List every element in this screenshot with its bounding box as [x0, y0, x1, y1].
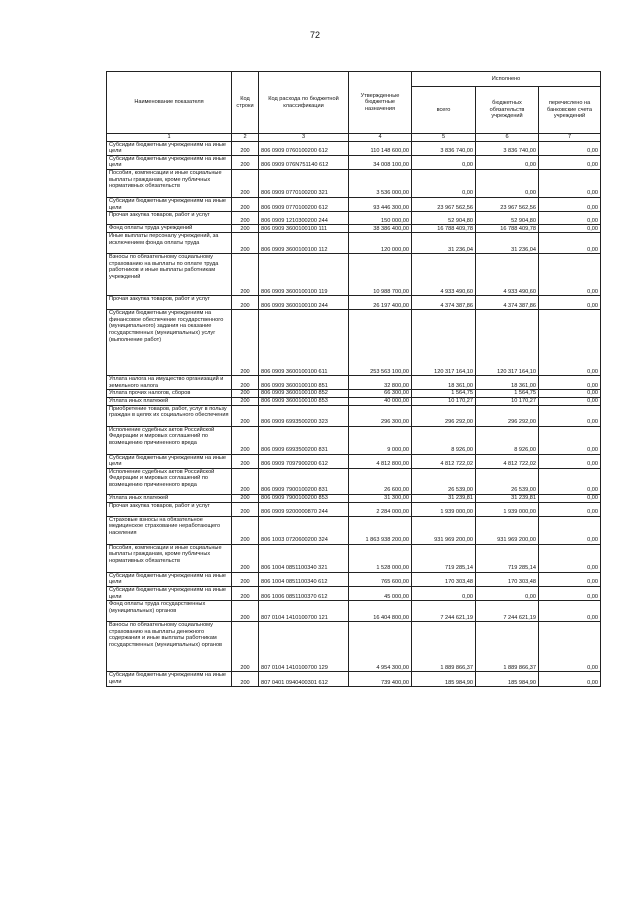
row-executed-total: 16 788 409,78 — [412, 225, 476, 233]
row-executed-obligations: 26 539,00 — [476, 468, 539, 494]
row-executed-total: 7 244 621,19 — [412, 601, 476, 622]
row-executed-obligations: 23 967 562,56 — [476, 197, 539, 211]
row-executed-obligations: 7 244 621,19 — [476, 601, 539, 622]
row-executed-transferred: 0,00 — [539, 454, 601, 468]
row-approved: 26 600,00 — [349, 468, 412, 494]
header-total: всего — [412, 87, 476, 134]
header-budget-obligations: бюджетных обязательств учреждений — [476, 87, 539, 134]
row-approved: 739 400,00 — [349, 672, 412, 687]
row-executed-total: 931 969 200,00 — [412, 516, 476, 544]
row-budget-code: 806 0909 3600100100 851 — [259, 376, 349, 390]
row-executed-obligations: 1 939 000,00 — [476, 502, 539, 516]
row-executed-total: 3 836 740,00 — [412, 141, 476, 155]
row-line-code: 200 — [232, 468, 259, 494]
row-name: Исполнение судебных актов Российской Федерации и мировых соглашений по возмещению причиненного вреда — [107, 426, 232, 454]
table-row — [107, 397, 601, 405]
row-name: Пособия, компенсации и иные социальные выплаты гражданам, кроме публичных нормативных обязательств — [107, 169, 232, 197]
row-line-code: 200 — [232, 572, 259, 586]
row-approved: 2 284 000,00 — [349, 502, 412, 516]
table-row — [107, 296, 601, 310]
row-name: Исполнение судебных актов Российской Федерации и мировых соглашений по возмещению причиненного вреда — [107, 468, 232, 494]
row-approved: 253 563 100,00 — [349, 310, 412, 376]
row-name: Уплата иных платежей — [107, 494, 232, 502]
table-row — [107, 405, 601, 426]
row-approved: 34 008 100,00 — [349, 155, 412, 169]
row-executed-obligations: 8 926,00 — [476, 426, 539, 454]
row-executed-total: 120 317 164,10 — [412, 310, 476, 376]
row-executed-transferred: 0,00 — [539, 426, 601, 454]
column-number: 7 — [539, 134, 601, 142]
row-executed-transferred: 0,00 — [539, 376, 601, 390]
row-executed-total: 4 812 722,02 — [412, 454, 476, 468]
row-name: Фонд оплаты труда государственных (муниципальных) органов — [107, 601, 232, 622]
row-name: Прочая закупка товаров, работ и услуг — [107, 502, 232, 516]
column-number: 6 — [476, 134, 539, 142]
row-executed-total: 52 904,80 — [412, 212, 476, 225]
table-row — [107, 516, 601, 544]
row-name: Прочая закупка товаров, работ и услуг — [107, 212, 232, 225]
row-approved: 38 386 400,00 — [349, 225, 412, 233]
row-executed-obligations: 170 303,48 — [476, 572, 539, 586]
column-number: 4 — [349, 134, 412, 142]
row-approved: 4 812 800,00 — [349, 454, 412, 468]
row-executed-obligations: 1 564,75 — [476, 390, 539, 398]
row-line-code: 200 — [232, 454, 259, 468]
row-executed-obligations: 185 984,90 — [476, 672, 539, 687]
row-budget-code: 806 1003 0720600200 324 — [259, 516, 349, 544]
row-executed-total: 31 239,81 — [412, 494, 476, 502]
table-row — [107, 233, 601, 254]
row-approved: 4 954 300,00 — [349, 622, 412, 672]
row-executed-transferred: 0,00 — [539, 622, 601, 672]
row-executed-transferred: 0,00 — [539, 502, 601, 516]
table-row — [107, 169, 601, 197]
row-executed-total: 31 236,04 — [412, 233, 476, 254]
header-name: Наименование показателя — [107, 72, 232, 134]
row-budget-code: 807 0401 0940400301 612 — [259, 672, 349, 687]
row-executed-obligations: 3 836 740,00 — [476, 141, 539, 155]
row-executed-total: 1 564,75 — [412, 390, 476, 398]
table-row — [107, 572, 601, 586]
row-name: Субсидии бюджетным учреждениям на иные цели — [107, 586, 232, 600]
row-line-code: 200 — [232, 426, 259, 454]
table-row — [107, 426, 601, 454]
row-line-code: 200 — [232, 155, 259, 169]
row-budget-code: 806 0909 3600100100 852 — [259, 390, 349, 398]
row-line-code: 200 — [232, 233, 259, 254]
row-executed-transferred: 0,00 — [539, 233, 601, 254]
column-number: 1 — [107, 134, 232, 142]
row-executed-obligations: 0,00 — [476, 586, 539, 600]
row-name: Взносы по обязательному социальному страхованию на выплаты денежного содержания и иные выплаты работникам государственных (муниципальных) органов — [107, 622, 232, 672]
row-executed-obligations: 4 812 722,02 — [476, 454, 539, 468]
row-executed-transferred: 0,00 — [539, 468, 601, 494]
table-row — [107, 601, 601, 622]
row-executed-transferred: 0,00 — [539, 169, 601, 197]
row-executed-transferred: 0,00 — [539, 405, 601, 426]
row-executed-obligations: 0,00 — [476, 169, 539, 197]
row-approved: 45 000,00 — [349, 586, 412, 600]
row-approved: 10 988 700,00 — [349, 254, 412, 296]
table-row — [107, 468, 601, 494]
row-budget-code: 806 1004 0851100340 612 — [259, 572, 349, 586]
row-name: Взносы по обязательному социальному страхованию на выплаты по оплате труда работников и иные выплаты работникам учреждений — [107, 254, 232, 296]
table-row — [107, 225, 601, 233]
row-line-code: 200 — [232, 212, 259, 225]
row-budget-code: 806 0909 3600100100 244 — [259, 296, 349, 310]
row-name: Субсидии бюджетным учреждениям на иные цели — [107, 572, 232, 586]
row-budget-code: 806 0909 9200000870 244 — [259, 502, 349, 516]
row-executed-total: 170 303,48 — [412, 572, 476, 586]
row-line-code: 200 — [232, 672, 259, 687]
row-name: Приобретение товаров, работ, услуг в пользу граждан в целях их социального обеспечения — [107, 405, 232, 426]
row-approved: 150 000,00 — [349, 212, 412, 225]
row-executed-transferred: 0,00 — [539, 586, 601, 600]
header-line-code: Код строки — [232, 72, 259, 134]
row-executed-total: 296 292,00 — [412, 405, 476, 426]
row-executed-obligations: 120 317 164,10 — [476, 310, 539, 376]
row-line-code: 200 — [232, 502, 259, 516]
row-name: Субсидии бюджетным учреждениям на финансовое обеспечение государственного (муниципального) задания на оказание государственных (муниципальных) услуг (выполнение работ) — [107, 310, 232, 376]
row-budget-code: 806 0909 7900100200 831 — [259, 468, 349, 494]
header-approved: Утвержденные бюджетные назначения — [349, 72, 412, 134]
column-number-row — [107, 134, 601, 142]
row-executed-transferred: 0,00 — [539, 310, 601, 376]
row-approved: 40 000,00 — [349, 397, 412, 405]
row-budget-code: 806 0909 3600100100 112 — [259, 233, 349, 254]
row-budget-code: 806 0909 1210300200 244 — [259, 212, 349, 225]
row-line-code: 200 — [232, 141, 259, 155]
table-row — [107, 544, 601, 572]
row-approved: 296 300,00 — [349, 405, 412, 426]
row-executed-obligations: 10 170,27 — [476, 397, 539, 405]
row-line-code: 200 — [232, 390, 259, 398]
row-line-code: 200 — [232, 544, 259, 572]
row-executed-total: 719 285,14 — [412, 544, 476, 572]
row-approved: 32 800,00 — [349, 376, 412, 390]
header-transferred: перечислено на банковские счета учреждений — [539, 87, 601, 134]
row-name: Субсидии бюджетным учреждениям на иные цели — [107, 672, 232, 687]
row-name: Страховые взносы на обязательное медицинское страхование неработающего населения — [107, 516, 232, 544]
row-executed-transferred: 0,00 — [539, 212, 601, 225]
row-executed-obligations: 1 889 866,37 — [476, 622, 539, 672]
row-executed-transferred: 0,00 — [539, 601, 601, 622]
row-approved: 16 404 800,00 — [349, 601, 412, 622]
row-approved: 1 863 938 200,00 — [349, 516, 412, 544]
row-name: Субсидии бюджетным учреждениям на иные цели — [107, 141, 232, 155]
row-name: Уплата налога на имущество организаций и земельного налога — [107, 376, 232, 390]
row-executed-total: 8 926,00 — [412, 426, 476, 454]
row-executed-transferred: 0,00 — [539, 225, 601, 233]
row-approved: 765 600,00 — [349, 572, 412, 586]
table-row — [107, 622, 601, 672]
row-line-code: 200 — [232, 601, 259, 622]
row-approved: 3 536 000,00 — [349, 169, 412, 197]
table-row — [107, 376, 601, 390]
row-executed-transferred: 0,00 — [539, 197, 601, 211]
page-number: 72 — [309, 30, 320, 40]
row-executed-total: 10 170,27 — [412, 397, 476, 405]
row-approved: 93 446 300,00 — [349, 197, 412, 211]
row-budget-code: 806 0909 6993500200 831 — [259, 426, 349, 454]
row-executed-transferred: 0,00 — [539, 494, 601, 502]
column-number: 2 — [232, 134, 259, 142]
row-executed-total: 0,00 — [412, 586, 476, 600]
table-row — [107, 672, 601, 687]
row-name: Иные выплаты персоналу учреждений, за исключением фонда оплаты труда — [107, 233, 232, 254]
table-row — [107, 155, 601, 169]
row-executed-obligations: 52 904,80 — [476, 212, 539, 225]
column-number: 3 — [259, 134, 349, 142]
row-executed-transferred: 0,00 — [539, 254, 601, 296]
row-approved: 110 148 600,00 — [349, 141, 412, 155]
row-line-code: 200 — [232, 376, 259, 390]
row-executed-transferred: 0,00 — [539, 390, 601, 398]
row-executed-transferred: 0,00 — [539, 397, 601, 405]
row-budget-code: 806 0909 3600100100 111 — [259, 225, 349, 233]
row-budget-code: 806 0909 7900100200 853 — [259, 494, 349, 502]
table-row — [107, 212, 601, 225]
row-executed-total: 185 984,90 — [412, 672, 476, 687]
row-executed-total: 1 939 000,00 — [412, 502, 476, 516]
row-budget-code: 806 1004 0851100340 321 — [259, 544, 349, 572]
row-line-code: 200 — [232, 310, 259, 376]
row-executed-total: 18 361,00 — [412, 376, 476, 390]
row-budget-code: 806 0909 6993500200 323 — [259, 405, 349, 426]
row-budget-code: 806 0909 0770100200 321 — [259, 169, 349, 197]
row-executed-obligations: 16 788 409,78 — [476, 225, 539, 233]
row-approved: 26 197 400,00 — [349, 296, 412, 310]
row-name: Пособия, компенсации и иные социальные выплаты гражданам, кроме публичных нормативных обязательств — [107, 544, 232, 572]
table-row — [107, 254, 601, 296]
budget-execution-table — [106, 71, 601, 687]
row-executed-obligations: 31 239,81 — [476, 494, 539, 502]
row-approved: 1 528 000,00 — [349, 544, 412, 572]
row-budget-code: 806 0909 0760100200 612 — [259, 141, 349, 155]
row-budget-code: 806 1006 0851100370 612 — [259, 586, 349, 600]
row-executed-obligations: 18 361,00 — [476, 376, 539, 390]
row-executed-obligations: 31 236,04 — [476, 233, 539, 254]
row-executed-obligations: 931 969 200,00 — [476, 516, 539, 544]
row-name: Уплата прочих налогов, сборов — [107, 390, 232, 398]
row-line-code: 200 — [232, 622, 259, 672]
table-row — [107, 586, 601, 600]
row-name: Субсидии бюджетным учреждениям на иные цели — [107, 454, 232, 468]
header-executed: Исполнено — [412, 72, 601, 87]
row-name: Субсидии бюджетным учреждениям на иные цели — [107, 155, 232, 169]
row-executed-transferred: 0,00 — [539, 516, 601, 544]
row-budget-code: 806 0909 3600100100 119 — [259, 254, 349, 296]
row-executed-total: 26 539,00 — [412, 468, 476, 494]
header-row-top — [107, 72, 601, 87]
row-executed-transferred: 0,00 — [539, 544, 601, 572]
row-executed-obligations: 4 374 387,86 — [476, 296, 539, 310]
row-executed-total: 0,00 — [412, 155, 476, 169]
row-budget-code: 806 0909 7097900200 612 — [259, 454, 349, 468]
row-budget-code: 806 0909 0770100200 612 — [259, 197, 349, 211]
column-number: 5 — [412, 134, 476, 142]
row-budget-code: 806 0909 3600100100 853 — [259, 397, 349, 405]
row-line-code: 200 — [232, 405, 259, 426]
table-row — [107, 141, 601, 155]
row-line-code: 200 — [232, 254, 259, 296]
table-row — [107, 502, 601, 516]
row-executed-obligations: 719 285,14 — [476, 544, 539, 572]
row-executed-transferred: 0,00 — [539, 296, 601, 310]
row-approved: 9 000,00 — [349, 426, 412, 454]
row-approved: 66 300,00 — [349, 390, 412, 398]
table-row — [107, 310, 601, 376]
row-budget-code: 806 0909 3600100100 611 — [259, 310, 349, 376]
table-row — [107, 494, 601, 502]
row-line-code: 200 — [232, 169, 259, 197]
row-executed-total: 1 889 866,37 — [412, 622, 476, 672]
row-budget-code: 806 0909 076N751140 612 — [259, 155, 349, 169]
row-line-code: 200 — [232, 296, 259, 310]
row-executed-total: 0,00 — [412, 169, 476, 197]
row-line-code: 200 — [232, 494, 259, 502]
table-row — [107, 454, 601, 468]
row-executed-transferred: 0,00 — [539, 155, 601, 169]
row-line-code: 200 — [232, 225, 259, 233]
row-executed-obligations: 0,00 — [476, 155, 539, 169]
row-executed-obligations: 4 933 490,60 — [476, 254, 539, 296]
row-executed-transferred: 0,00 — [539, 141, 601, 155]
row-line-code: 200 — [232, 586, 259, 600]
row-executed-total: 4 374 387,86 — [412, 296, 476, 310]
row-executed-obligations: 296 292,00 — [476, 405, 539, 426]
row-name: Уплата иных платежей — [107, 397, 232, 405]
row-line-code: 200 — [232, 197, 259, 211]
table-row — [107, 390, 601, 398]
row-executed-transferred: 0,00 — [539, 672, 601, 687]
row-budget-code: 807 0104 1410100700 129 — [259, 622, 349, 672]
row-approved: 31 300,00 — [349, 494, 412, 502]
row-name: Прочая закупка товаров, работ и услуг — [107, 296, 232, 310]
row-approved: 120 000,00 — [349, 233, 412, 254]
row-budget-code: 807 0104 1410100700 121 — [259, 601, 349, 622]
table-row — [107, 197, 601, 211]
row-executed-total: 23 967 562,56 — [412, 197, 476, 211]
header-budget-code: Код расхода по бюджетной классификации — [259, 72, 349, 134]
row-executed-transferred: 0,00 — [539, 572, 601, 586]
row-line-code: 200 — [232, 516, 259, 544]
row-name: Субсидии бюджетным учреждениям на иные цели — [107, 197, 232, 211]
row-line-code: 200 — [232, 397, 259, 405]
row-executed-total: 4 933 490,60 — [412, 254, 476, 296]
row-name: Фонд оплаты труда учреждений — [107, 225, 232, 233]
